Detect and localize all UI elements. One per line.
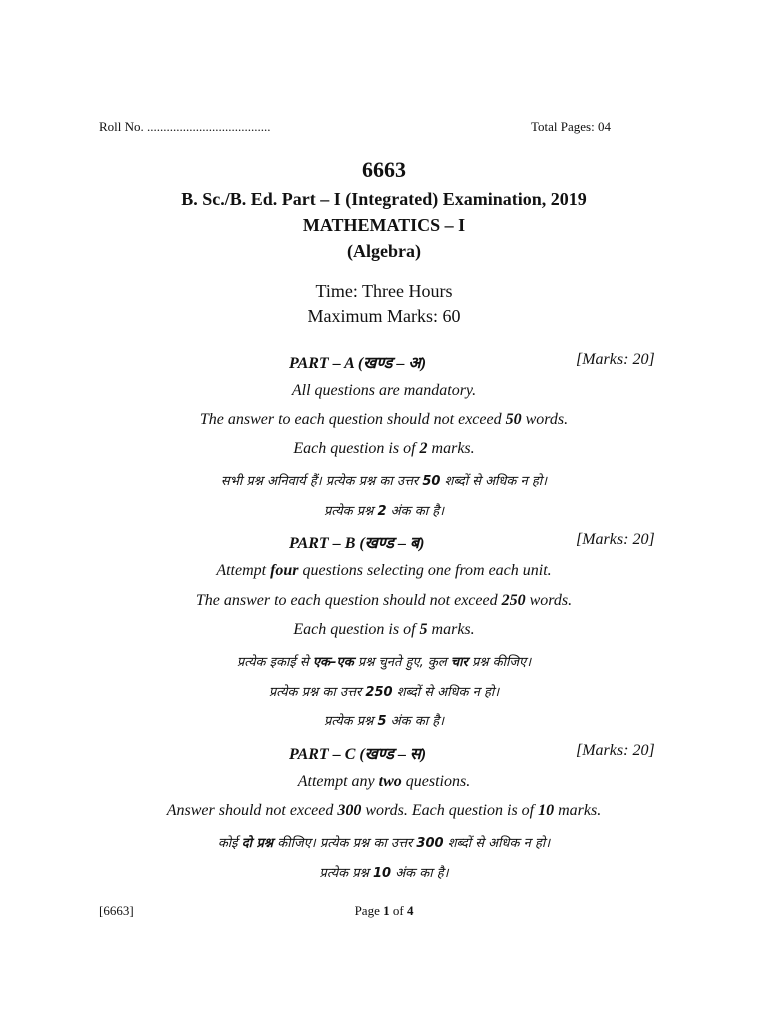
part-c-instruction-1: Attempt any two questions. xyxy=(297,773,471,790)
part-c-marks: [Marks: 20] xyxy=(576,742,655,759)
page-indicator: Page 1 of 4 xyxy=(354,903,414,918)
part-b-hindi-instruction-3: प्रत्येक प्रश्न 5 अंक का है। xyxy=(323,714,445,729)
part-b-instruction-3: Each question is of 5 marks. xyxy=(293,621,475,638)
maximum-marks: Maximum Marks: 60 xyxy=(307,306,461,326)
part-a-instruction-2: The answer to each question should not exceed 50 words. xyxy=(199,411,569,428)
part-a-heading: PART – A (खण्ड – अ) xyxy=(289,355,427,372)
part-b-hindi-instruction-1: प्रत्येक इकाई से एक–एक प्रश्न चुनते हुए, कुल चार प्रश्न कीजिए। xyxy=(236,655,532,670)
roll-number-field: Roll No. ...................................... xyxy=(99,119,271,134)
part-c-hindi-instruction-1: कोई दो प्रश्न कीजिए। प्रत्येक प्रश्न का उत्तर 300 शब्दों से अधिक न हो। xyxy=(217,836,551,851)
paper-code: 6663 xyxy=(362,157,406,182)
part-a-marks: [Marks: 20] xyxy=(576,351,655,368)
part-c-hindi-instruction-2: प्रत्येक प्रश्न 10 अंक का है। xyxy=(319,866,449,881)
part-a-hindi-instruction-2: प्रत्येक प्रश्न 2 अंक का है। xyxy=(323,504,445,519)
subject-subtitle: (Algebra) xyxy=(347,241,421,261)
part-b-heading: PART – B (खण्ड – ब) xyxy=(289,535,425,552)
part-a-hindi-instruction-1: सभी प्रश्न अनिवार्य हैं। प्रत्येक प्रश्न का उत्तर 50 शब्दों से अधिक न हो। xyxy=(220,474,548,489)
part-b-marks: [Marks: 20] xyxy=(576,531,655,548)
exam-title: B. Sc./B. Ed. Part – I (Integrated) Examination, 2019 xyxy=(181,189,587,209)
part-c-heading: PART – C (खण्ड – स) xyxy=(289,746,427,763)
part-b-instruction-2: The answer to each question should not exceed 250 words. xyxy=(195,592,573,609)
total-pages: Total Pages: 04 xyxy=(531,119,611,134)
footer-paper-code: [6663] xyxy=(99,903,134,918)
part-a-instruction-1: All questions are mandatory. xyxy=(291,382,477,399)
subject-title: MATHEMATICS – I xyxy=(302,215,466,235)
part-b-hindi-instruction-2: प्रत्येक प्रश्न का उत्तर 250 शब्दों से अधिक न हो। xyxy=(268,685,500,700)
part-c-instruction-2: Answer should not exceed 300 words. Each question is of 10 marks. xyxy=(166,802,602,819)
part-b-instruction-1: Attempt four questions selecting one from each unit. xyxy=(216,562,552,579)
exam-duration: Time: Three Hours xyxy=(315,281,453,301)
part-a-instruction-3: Each question is of 2 marks. xyxy=(293,440,475,457)
